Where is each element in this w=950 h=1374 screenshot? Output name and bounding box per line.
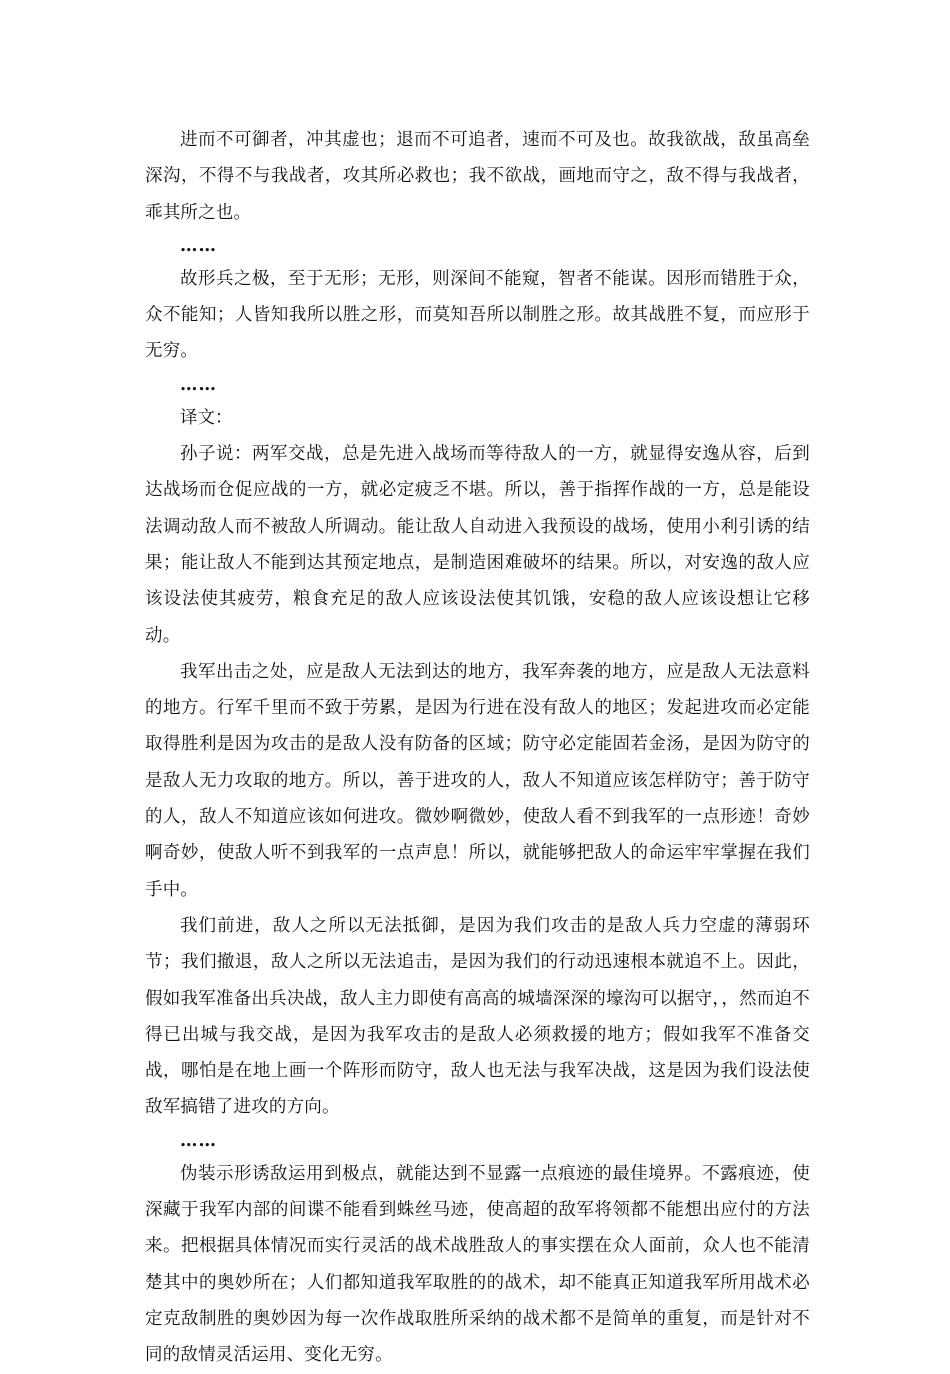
translation-paragraph-2: 我军出击之处，应是敌人无法到达的地方，我军奔袭的地方，应是敌人无法意料的地方。行军千里而不致于劳累，是因为行进在没有敌人的地区；发起进攻而必定能取得胜利是因为攻击的是敌人没有防备的区域；防守必定能固若金汤，是因为防守的是敌人无力攻取的地方。所以，善于进攻的人，敌人不知道应该怎样防守；善于防守的人，敌人不知道应该如何进攻。微妙啊微妙，使敌人看不到我军的一点形迹！奇妙啊奇妙，使敌人听不到我军的一点声息！所以，就能够把敌人的命运牢牢掌握在我们手中。 [145,661,810,900]
translation-paragraph-3: 我们前进，敌人之所以无法抵御，是因为我们攻击的是敌人兵力空虚的薄弱环节；我们撤退，敌人之所以无法追击，是因为我们的行动迅速根本就追不上。因此，假如我军准备出兵决战，敌人主力即使有高高的城墙深深的壕沟可以据守，，然而迫不得已出城与我交战，是因为我军攻击的是敌人必须救援的地方；假如我军不准备交战，哪怕是在地上画一个阵形而防守，敌人也无法与我军决战，这是因为我们设法使敌军搞错了进攻的方向。 [145,915,810,1118]
translation-label: 译文： [180,407,233,428]
translation-paragraph-4: 伪装示形诱敌运用到极点，就能达到不显露一点痕迹的最佳境界。不露痕迹，使深藏于我军内部的间谍不能看到蛛丝马迹，使高超的敌军将领都不能想出应付的方法来。把根据具体情况而实行灵活的战术战胜敌人的事实摆在众人面前，众人也不能清楚其中的奥妙所在；人们都知道我军取胜的的战术，却不能真正知道我军所用战术必定克敌制胜的奥妙因为每一次作战取胜所采纳的战术都不是简单的重复，而是针对不同的敌情灵活运用、变化无穷。 [145,1163,810,1366]
ellipsis-3: …… [180,1130,217,1151]
document-page [145,122,810,1374]
original-paragraph-1: 进而不可御者，冲其虚也；退而不可追者，速而不可及也。故我欲战，敌虽高垒深沟，不得不与我战者，攻其所必救也；我不欲战，画地而守之，敌不得与我战者，乖其所之也。 [145,130,810,223]
ellipsis-2: …… [180,374,217,395]
ellipsis-1: …… [180,235,217,256]
translation-paragraph-1: 孙子说：两军交战，总是先进入战场而等待敌人的一方，就显得安逸从容，后到达战场而仓促应战的一方，就必定疲乏不堪。所以，善于指挥作战的一方，总是能设法调动敌人而不被敌人所调动。能让敌人自动进入我预设的战场，使用小利引诱的结果；能让敌人不能到达其预定地点，是制造困难破坏的结果。所以，对安逸的敌人应该设法使其疲劳，粮食充足的敌人应该设法使其饥饿，安稳的敌人应该设想让它移动。 [145,444,810,646]
original-paragraph-2: 故形兵之极，至于无形；无形，则深间不能窥，智者不能谋。因形而错胜于众，众不能知；人皆知我所以胜之形，而莫知吾所以制胜之形。故其战胜不复，而应形于无穷。 [145,268,810,362]
